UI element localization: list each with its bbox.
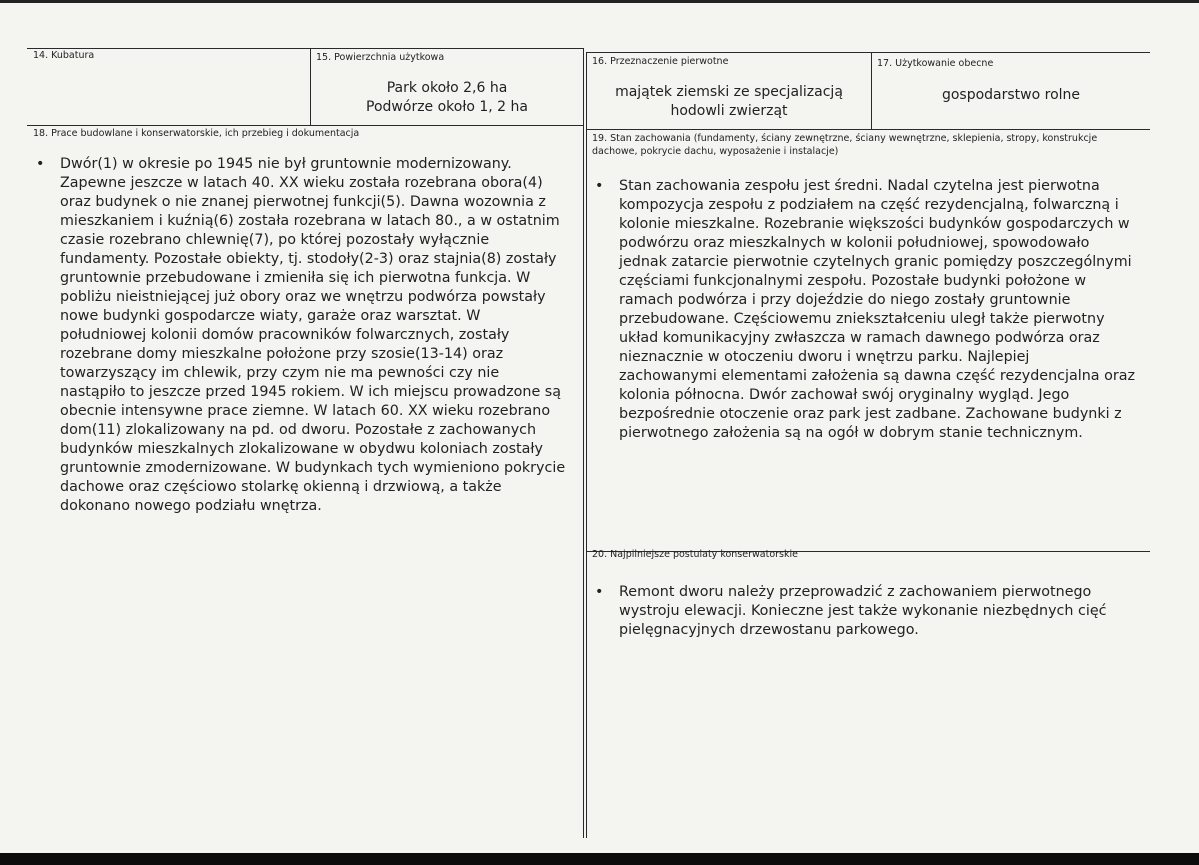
original-purpose-line-2: hodowli zwierząt: [670, 103, 788, 119]
text-line: • Dwór(1) w okresie po 1945 nie był gruntownie modernizowany.: [60, 156, 512, 172]
field-18-text: [35, 155, 600, 516]
text-line: zachowanymi elementami założenia są dawna część rezydencjalna oraz: [619, 368, 1135, 384]
header-row-bottom-border-right: [586, 129, 1150, 130]
text-line: towarzyszący im chlewik, przy czym nie ma pewności czy nie: [60, 365, 500, 381]
field-16-label: 16. Przeznaczenie pierwotne: [592, 56, 729, 67]
text-line: nowe budynki gospodarcze wiaty, garaże oraz warsztat. W: [60, 308, 481, 324]
header-row-bottom-border-left: [27, 125, 583, 126]
construction-works-paragraph: [60, 155, 600, 516]
field-14-label: 14. Kubatura: [33, 50, 95, 61]
conservation-postulates-paragraph: [619, 583, 1171, 640]
text-line: Zapewne jeszcze w latach 40. XX wieku została rozebrana obora(4): [60, 175, 543, 191]
text-line: częściami funkcjonalnymi zespołu. Pozostałe budynki położone w: [619, 273, 1087, 289]
field-19-text: [594, 177, 1171, 443]
header-row-top-border-left: [27, 48, 583, 49]
text-line: nieznacznie w otoczeniu dworu i wnętrzu parku. Najlepiej: [619, 349, 1030, 365]
text-line: układ komunikacyjny zwłaszcza w ramach dawnego podwórza oraz: [619, 330, 1100, 346]
text-line: gruntownie zmodernizowane. W budynkach tych wymieniono pokrycie: [60, 460, 566, 476]
field-17-label: 17. Użytkowanie obecne: [877, 58, 994, 69]
text-line: budynków mieszkalnych zlokalizowane w obydwu koloniach zostały: [60, 441, 543, 457]
text-line: dachowe oraz częściowo stolarkę okienną i drzwiową, a także: [60, 479, 502, 495]
text-line: fundamenty. Pozostałe obiekty, tj. stodoły(2-3) oraz stajnia(8) zostały: [60, 251, 557, 267]
original-purpose-line-1: majątek ziemski ze specjalizacją: [615, 84, 843, 100]
header-row-top-border-right: [586, 52, 1150, 53]
text-line: bezpośrednie otoczenie oraz park jest zadbane. Zachowane budynki z: [619, 406, 1122, 422]
text-line: pielęgnacyjnych drzewostanu parkowego.: [619, 622, 919, 638]
top-edge: [0, 0, 1199, 3]
text-line: wystroju elewacji. Konieczne jest także wykonanie niezbędnych cięć: [619, 603, 1107, 619]
text-line: dom(11) zlokalizowany na pd. od dworu. Pozostałe z zachowanych: [60, 422, 537, 438]
text-line: południowej kolonii domów pracowników folwarcznych, zostały: [60, 327, 510, 343]
text-line: obecnie intensywne prace ziemne. W latach 60. XX wieku rozebrano: [60, 403, 551, 419]
field-16-value: [587, 83, 871, 121]
text-line: pobliżu nieistniejącej już obory oraz we wnętrzu podwórza powstały: [60, 289, 546, 305]
text-line: kolonie mieszkalne. Rozebranie większości budynków gospodarczych w: [619, 216, 1130, 232]
text-line: ramach podwórza i przy dojeździe do niego zostały gruntownie: [619, 292, 1071, 308]
field-19-label: 19. Stan zachowania (fundamenty, ściany zewnętrzne, ściany wewnętrzne, sklepienia, stropy, konstrukcje dachowe, pokrycie dachu, wyposażenie i instalacje): [592, 133, 1098, 157]
field-15-label: 15. Powierzchnia użytkowa: [316, 52, 445, 63]
field-15-value: [311, 79, 583, 117]
text-line: rozebrane domy mieszkalne położone przy szosie(13-14) oraz: [60, 346, 504, 362]
field-18-label: 18. Prace budowlane i konserwatorskie, ich przebieg i dokumentacja: [33, 128, 360, 139]
text-line: kolonia północna. Dwór zachował swój oryginalny wygląd. Jego: [619, 387, 1070, 403]
text-line: • Remont dworu należy przeprowadzić z zachowaniem pierwotnego: [619, 584, 1092, 600]
text-line: kompozycja zespołu z podziałem na część rezydencjalną, folwarczną i: [619, 197, 1119, 213]
text-line: mieszkaniem i kuźnią(6) została rozebrana w latach 80., a w ostatnim: [60, 213, 560, 229]
text-line: pierwotnego założenia są na ogół w dobrym stanie technicznym.: [619, 425, 1083, 441]
bottom-edge: [0, 853, 1199, 865]
text-line: oraz budynek o nie znanej pierwotnej funkcji(5). Dawna wozownia z: [60, 194, 546, 210]
field-17-value: gospodarstwo rolne: [941, 87, 1081, 103]
text-line: podwórzu oraz mieszkalnych w kolonii południowej, spowodowało: [619, 235, 1090, 251]
text-line: czasie rozebrano chlewnię(7), po której pozostały wyłącznie: [60, 232, 490, 248]
text-line: gruntownie przebudowane i zmieniła się ich pierwotna funkcja. W: [60, 270, 531, 286]
text-line: nastąpiło to jeszcze przed 1945 rokiem. W ich miejscu prowadzone są: [60, 384, 562, 400]
field-20-label: 20. Najpilniejsze postulaty konserwatorskie: [592, 549, 798, 560]
text-line: • Stan zachowania zespołu jest średni. Nadal czytelna jest pierwotna: [619, 178, 1100, 194]
text-line: dokonano nowego podziału wnętrza.: [60, 498, 322, 514]
condition-paragraph: [619, 177, 1171, 443]
text-line: przebudowane. Częściowemu zniekształceniu uległ także pierwotny: [619, 311, 1105, 327]
text-line: jednak zatarcie pierwotnie czytelnych granic pomiędzy poszczególnymi: [619, 254, 1132, 270]
usable-area-yard: Podwórze około 1, 2 ha: [366, 99, 528, 115]
usable-area-park: Park około 2,6 ha: [386, 80, 508, 96]
field-20-text: [594, 583, 1171, 640]
